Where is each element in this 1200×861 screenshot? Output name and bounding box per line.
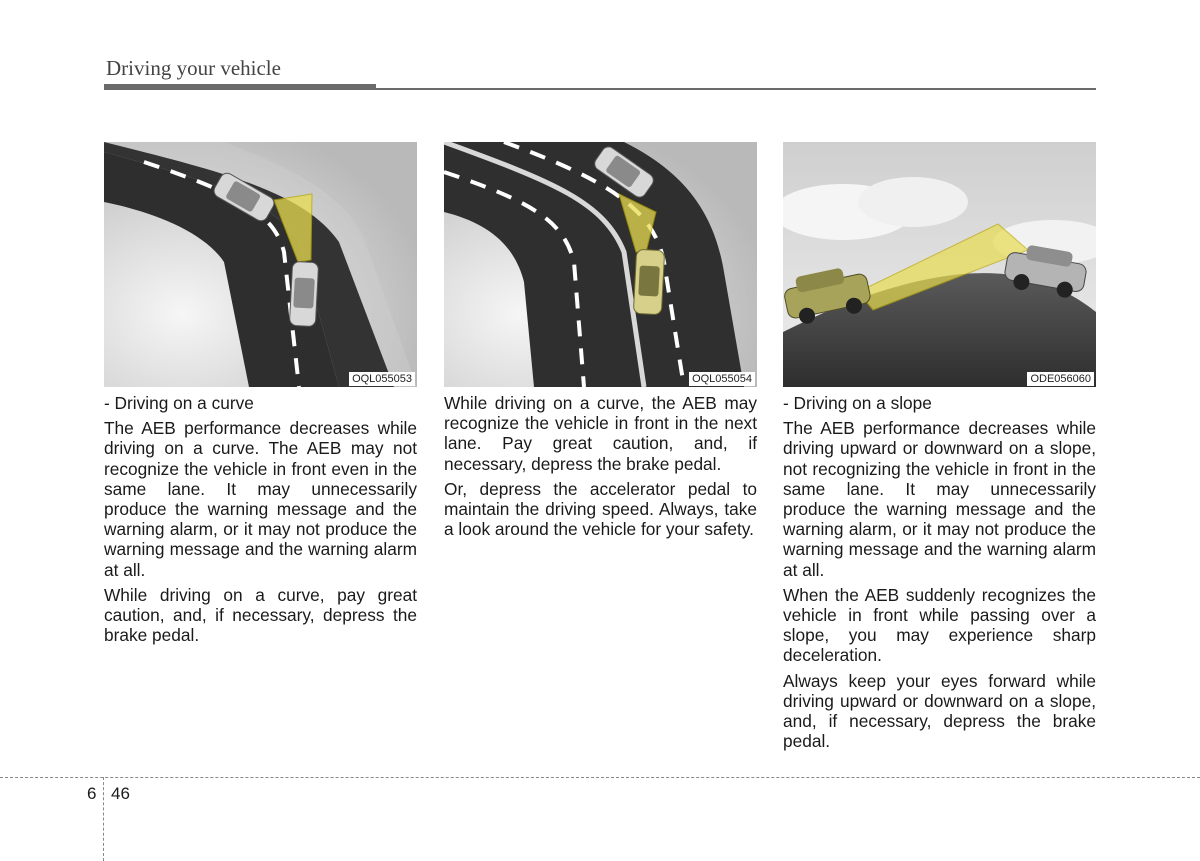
figure-code: OQL055053: [349, 372, 415, 386]
subheading-curve: - Driving on a curve: [104, 393, 254, 413]
paragraph: The AEB performance decreases while driving on a curve. The AEB may not recognize the vehicle in front even in the same lane. It may unnecessarily produce the warning message and the warning alarm, or it may not produce the warning message and the warning alarm at all.: [104, 418, 417, 580]
header-rule: [104, 88, 1096, 90]
paragraph: Always keep your eyes forward while driving upward or downward on a slope, and, if necessary, depress the brake pedal.: [783, 670, 1096, 752]
subheading-slope: - Driving on a slope: [783, 393, 932, 413]
paragraph: Or, depress the accelerator pedal to maintain the driving speed. Always, take a look around the vehicle for your safety.: [444, 478, 757, 540]
text-column-1: [104, 393, 417, 650]
chapter-number: 6: [87, 784, 97, 803]
paragraph: When the AEB suddenly recognizes the vehicle in front while passing over a slope, you may experience sharp deceleration.: [783, 584, 1096, 666]
paragraph: The AEB performance decreases while driving upward or downward on a slope, not recognizing the vehicle in front in the same lane. It may unnecessarily produce the warning message and the warning alarm, or it may not produce the warning message and the warning alarm at all.: [783, 418, 1096, 580]
paragraph: While driving on a curve, the AEB may recognize the vehicle in front in the next lane. Pay great caution, and, if necessary, depress the brake pedal.: [444, 393, 757, 474]
figure-curve-next-lane: [444, 142, 757, 387]
paragraph: While driving on a curve, pay great caution, and, if necessary, depress the brake pedal.: [104, 584, 417, 646]
text-column-2: [444, 393, 757, 544]
footer-rule: [0, 777, 1200, 778]
text-column-3: [783, 393, 1096, 756]
figure-code: ODE056060: [1027, 372, 1094, 386]
figure-code: OQL055054: [689, 372, 755, 386]
footer-divider: [103, 777, 104, 861]
section-title: Driving your vehicle: [106, 56, 281, 80]
page-number: 46: [111, 784, 130, 803]
figure-curve-same-lane: [104, 142, 417, 387]
figure-slope: [783, 142, 1096, 387]
